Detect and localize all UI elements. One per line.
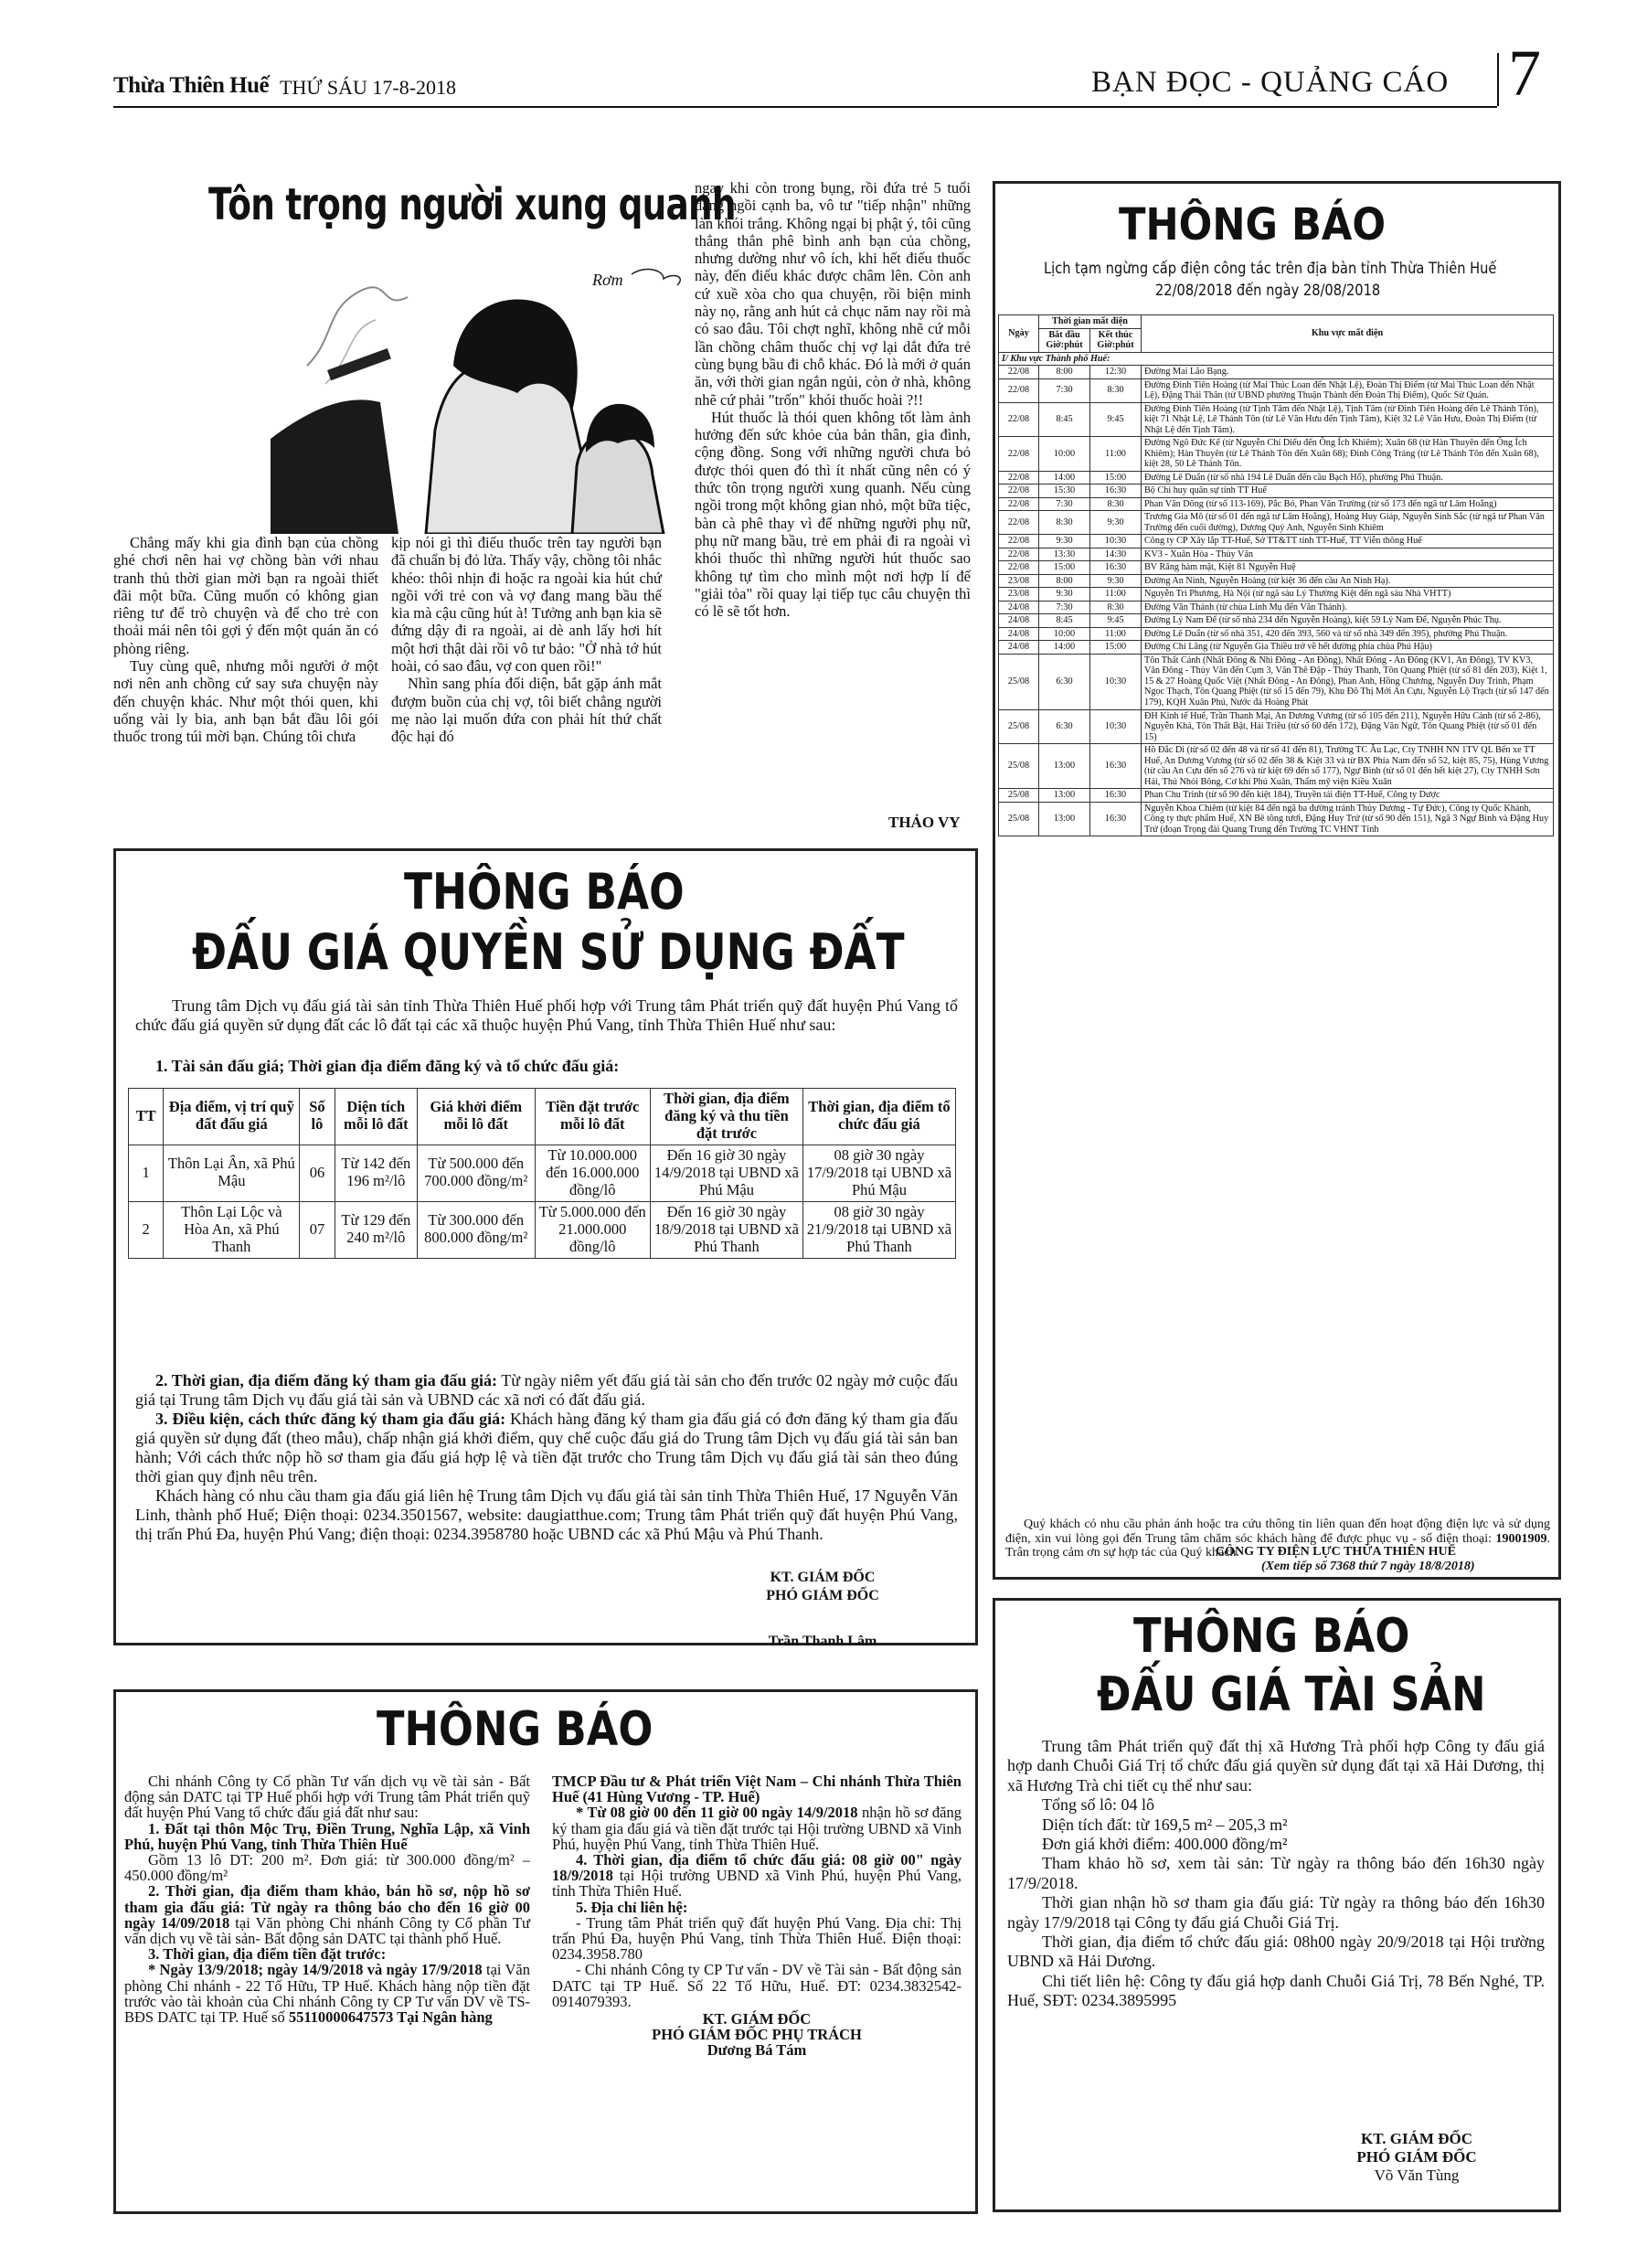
datc-item-3: 3. Thời gian, địa điểm tiền đặt trước: xyxy=(148,1945,387,1964)
table-cell: 25/08 xyxy=(999,709,1039,744)
table-cell: 22/08 xyxy=(999,497,1039,511)
table-cell: 6:30 xyxy=(1039,654,1090,709)
power-notice-subtitle: Lịch tạm ngừng cấp điện công tác trên địa bàn tỉnh Thừa Thiên Huế xyxy=(1044,260,1497,278)
table-cell: 7:30 xyxy=(1039,378,1090,402)
article-column-2 xyxy=(391,534,662,746)
table-row xyxy=(999,378,1554,402)
table-cell: 22/08 xyxy=(999,511,1039,535)
signature-line: KT. GIÁM ĐỐC xyxy=(702,2010,812,2028)
table-cell: 10:30 xyxy=(1090,709,1142,744)
asset-intro: Trung tâm Phát triển quỹ đất thị xã Hương Trà phối hợp Công ty đấu giá hợp danh Chuỗi Giá Trị tổ chức đấu giá quyền sử dụng đất tại xã Hải Dương, thị xã Hương Trà chi tiết cụ thể như sau: xyxy=(1007,1737,1545,1794)
outage-area-cell: Đường Lý Nam Đế (từ số nhà 234 đến Nguyễn Hoàng), kiệt 59 Lý Nam Đế, Nguyễn Phúc Thụ. xyxy=(1142,614,1554,628)
table-cell: 25/08 xyxy=(999,789,1039,803)
table-cell: 16:30 xyxy=(1090,484,1142,498)
table-cell: 9:30 xyxy=(1090,574,1142,588)
table-cell: 23/08 xyxy=(999,574,1039,588)
table-cell: 10:00 xyxy=(1039,437,1090,472)
asset-line: Tổng số lô: 04 lô xyxy=(1042,1795,1155,1815)
table-cell: 13:00 xyxy=(1039,802,1090,836)
table-cell: 06 xyxy=(300,1145,335,1201)
table-cell: 22/08 xyxy=(999,561,1039,575)
article-author: THẢO VY xyxy=(888,814,961,831)
table-row xyxy=(129,1145,956,1201)
table-cell: 24/08 xyxy=(999,614,1039,628)
table-cell: 10:30 xyxy=(1090,654,1142,709)
table-cell: 15:00 xyxy=(1039,561,1090,575)
table-cell: 9:30 xyxy=(1090,511,1142,535)
datc-item-1: 1. Đất tại thôn Mộc Trụ, Điền Trung, Nghĩa Lập, xã Vinh Phú, huyện Phú Vang, tỉnh Thừa Thiên Huế xyxy=(124,1819,530,1853)
table-cell: 10:30 xyxy=(1090,535,1142,548)
table-cell: 22/08 xyxy=(999,471,1039,484)
table-cell: Thôn Lại Ân, xã Phú Mậu xyxy=(164,1145,300,1201)
outage-area-cell: KV3 - Xuân Hòa - Thủy Vân xyxy=(1142,548,1554,561)
column-header: Ngày xyxy=(999,315,1039,353)
outage-area-cell: Bộ Chỉ huy quân sự tỉnh TT Huế xyxy=(1142,484,1554,498)
signature-line: PHÓ GIÁM ĐỐC xyxy=(766,1588,879,1603)
outage-area-cell: BV Răng hàm mặt, Kiệt 81 Nguyễn Huệ xyxy=(1142,561,1554,575)
masthead-brand: Thừa Thiên Huế xyxy=(113,73,270,98)
table-cell: 9:45 xyxy=(1090,614,1142,628)
signature-line: KT. GIÁM ĐỐC xyxy=(770,1570,876,1585)
table-row xyxy=(999,366,1554,379)
datc-column-2 xyxy=(552,1773,962,2059)
datc-item-4: 4. Thời gian, địa điểm tổ chức đấu giá: 08 giờ 00" ngày 18/9/2018 tại Hội trường UBND xã Vinh Phú, huyện Phú Vang, tỉnh Thừa Thiên Huế. xyxy=(552,1851,962,1901)
power-followup: (Xem tiếp số 7368 thứ 7 ngày 18/8/2018) xyxy=(1261,1560,1475,1573)
table-section-row xyxy=(999,352,1554,366)
table-cell: Từ 142 đến 196 m²/lô xyxy=(335,1145,417,1201)
table-cell: Từ 500.000 đến 700.000 đồng/m² xyxy=(417,1145,535,1201)
outage-area-cell: Đường Mai Lão Bạng. xyxy=(1142,366,1554,379)
table-cell: 22/08 xyxy=(999,378,1039,402)
table-cell: Đến 16 giờ 30 ngày 18/9/2018 tại UBND xã Phú Thanh xyxy=(650,1201,802,1258)
table-cell: 8:45 xyxy=(1039,402,1090,437)
table-cell: Từ 5.000.000 đến 21.000.000 đồng/lô xyxy=(535,1201,650,1258)
table-row xyxy=(999,437,1554,472)
land-section-1: 1. Tài sản đấu giá; Thời gian địa điểm đăng ký và tổ chức đấu giá: xyxy=(155,1057,620,1075)
table-cell: 6:30 xyxy=(1039,709,1090,744)
datc-notice-title: THÔNG BÁO xyxy=(377,1702,653,1757)
table-cell: 14:00 xyxy=(1039,471,1090,484)
table-row xyxy=(999,709,1554,744)
table-row xyxy=(999,471,1554,484)
land-notice-subtitle: ĐẤU GIÁ QUYỀN SỬ DỤNG ĐẤT xyxy=(192,923,905,981)
asset-paragraph: Thời gian, địa điểm tổ chức đấu giá: 08h00 ngày 20/9/2018 tại Hội trường UBND xã Hải Dương. xyxy=(1007,1933,1545,1971)
land-terms xyxy=(135,1371,958,1544)
outage-area-cell: ĐH Kinh tế Huế, Trần Thanh Mại, An Dương Vương (từ số 105 đến 211), Nguyễn Hữu Cảnh (từ số 2-86), Nguyễn Khả, Tôn Thất Bật, Hải Triều (từ số 60 đến 172), Đặng Văn Ngữ, Tôn Quang Phiệt (từ số 01 đến 15) xyxy=(1142,709,1554,744)
table-cell: 15:00 xyxy=(1090,641,1142,655)
table-cell: 8:30 xyxy=(1039,511,1090,535)
column-header: Thời gian, địa điểm đăng ký và thu tiền đặt trước xyxy=(650,1089,802,1145)
auction-table xyxy=(128,1088,956,1259)
page-number: 7 xyxy=(1508,37,1541,110)
outage-area-cell: Nguyễn Tri Phương, Hà Nội (từ ngã sáu Lý Thường Kiệt đến ngã sáu Nhà VHTT) xyxy=(1142,588,1554,602)
column-header: Thời gian mất điện xyxy=(1039,315,1142,329)
outage-area-cell: Phan Chu Trinh (từ số 90 đến kiệt 184), Truyền tải điện TT-Huế, Công ty Dược xyxy=(1142,789,1554,803)
table-row xyxy=(999,601,1554,614)
column-header: Tiền đặt trước mỗi lô đất xyxy=(535,1089,650,1145)
table-cell: 16:30 xyxy=(1090,561,1142,575)
section-name: BẠN ĐỌC - QUẢNG CÁO xyxy=(1091,66,1450,99)
article-illustration xyxy=(271,256,696,534)
table-cell: 8:00 xyxy=(1039,574,1090,588)
table-cell: 9:30 xyxy=(1039,588,1090,602)
table-cell: 16:30 xyxy=(1090,789,1142,803)
asset-line: Diện tích đất: từ 169,5 m² – 205,3 m² xyxy=(1042,1815,1288,1834)
table-row xyxy=(999,535,1554,548)
table-cell: 8:45 xyxy=(1039,614,1090,628)
column-header: Giá khởi điểm mỗi lô đất xyxy=(417,1089,535,1145)
asset-notice-subtitle: ĐẤU GIÁ TÀI SẢN xyxy=(1097,1667,1486,1722)
table-cell: 22/08 xyxy=(999,484,1039,498)
table-header-row xyxy=(129,1089,956,1145)
power-note: Quý khách có nhu cầu phản ánh hoặc tra cứu thông tin liên quan đến hoạt động điện lực và sử dụng điện, xin vui lòng gọi đến Trung tâm chăm sóc khách hàng để được phục vụ - số điện thoại: 19001909. Trân trọng cảm ơn sự hợp tác của Quý khách. xyxy=(1005,1517,1550,1560)
table-row xyxy=(999,802,1554,836)
section-label: I/ Khu vực Thành phố Huế: xyxy=(999,352,1554,366)
outage-area-cell: Đường Đinh Tiên Hoàng (từ Tịnh Tâm đến Nhật Lệ), Tịnh Tâm (từ Đinh Tiên Hoàng đến Lê Thánh Tôn), kiệt 71 Nhật Lệ, Lê Thánh Tôn (từ Lê Văn Hưu đến Tịnh Tâm), Kiệt 32 Lê Văn Hưu, Đoàn Thị Điểm (từ Nhật Lệ đến Tịnh Tâm). xyxy=(1142,402,1554,437)
datc-column-1 xyxy=(124,1773,530,2025)
outage-area-cell: Trương Gia Mô (từ số 01 đến ngã tư Lâm Hoằng), Hoàng Huy Giáp, Nguyễn Sinh Sắc (từ ngã tư Phan Văn Trường đến cuối đường), Dương Quý Anh, Nguyễn Sinh Khiêm xyxy=(1142,511,1554,535)
table-cell: 13:30 xyxy=(1039,548,1090,561)
outage-area-cell: Đường Lê Duẩn (từ số nhà 194 Lê Duẩn đến cầu Bạch Hổ), phường Phú Thuận. xyxy=(1142,471,1554,484)
signature-line: PHÓ GIÁM ĐỐC PHỤ TRÁCH xyxy=(652,2026,862,2044)
table-cell: 25/08 xyxy=(999,802,1039,836)
table-cell: 24/08 xyxy=(999,627,1039,641)
illustration-signature: Rơm xyxy=(592,271,623,289)
table-cell: 8:00 xyxy=(1039,366,1090,379)
asset-line: Đơn giá khởi điểm: 400.000 đồng/m² xyxy=(1042,1835,1288,1854)
asset-paragraph: Thời gian nhận hồ sơ tham gia đấu giá: Từ ngày ra thông báo đến 16h30 ngày 17/9/2018 tại Công ty đấu giá Chuỗi Giá Trị. xyxy=(1007,1893,1545,1932)
land-signature xyxy=(713,1569,932,1651)
table-row xyxy=(999,511,1554,535)
table-cell: 25/08 xyxy=(999,744,1039,789)
table-cell: 8:30 xyxy=(1090,601,1142,614)
column-header: TT xyxy=(129,1089,164,1145)
land-term-3: 3. Điều kiện, cách thức đăng ký tham gia đấu giá: Khách hàng đăng ký tham gia đấu giá có đơn đăng ký tham gia đấu giá quyền sử dụng đất (theo mẫu), chấp nhận giá khởi điểm, quy chế cuộc đấu giá do Trung tâm Dịch vụ đấu giá tài sản ban hành; Với cách thức nộp hồ sơ tham gia đấu giá hợp lệ và tiền đặt trước cho Trung tâm Dịch vụ đấu giá tài sản theo đúng thời gian quy định nêu trên. xyxy=(135,1410,958,1485)
table-cell: 7:30 xyxy=(1039,601,1090,614)
table-cell: 11:00 xyxy=(1090,627,1142,641)
header-rule xyxy=(113,106,1497,108)
outage-area-cell: Đường Lê Duẩn (từ số nhà 351, 420 đến 393, 560 và từ số nhà 349 đến 395), phường Phú Thuận. xyxy=(1142,627,1554,641)
signature-line: PHÓ GIÁM ĐỐC xyxy=(1356,2148,1477,2166)
table-cell: 14:00 xyxy=(1039,641,1090,655)
table-cell: 22/08 xyxy=(999,437,1039,472)
land-notice-title: THÔNG BÁO xyxy=(404,863,685,921)
asset-signature xyxy=(1316,2130,1517,2185)
datc-contact-a: - Trung tâm Phát triển quỹ đất huyện Phú Vang. Địa chỉ: Thị trấn Phú Đa, huyện Phú Vang, tỉnh Thừa Thiên Huế. Điện thoại: 0234.3958.780 xyxy=(552,1913,962,1964)
table-cell: 8:30 xyxy=(1090,378,1142,402)
outage-area-cell: Đường An Ninh, Nguyễn Hoàng (từ kiệt 36 đến cầu An Ninh Hạ). xyxy=(1142,574,1554,588)
column-header: Địa điểm, vị trí quỹ đất đấu giá xyxy=(164,1089,300,1145)
table-cell: 16:30 xyxy=(1090,802,1142,836)
table-cell: 9:30 xyxy=(1039,535,1090,548)
table-row xyxy=(999,497,1554,511)
outage-area-cell: Đường Đinh Tiên Hoàng (từ Mai Thúc Loan đến Nhật Lệ), Đoàn Thị Điểm (từ Mai Thúc Loan đến Nhật Lệ), Đặng Thái Thân (từ UBND phường Thuận Thành đến Đoàn Thị Điểm), Quốc Sử Quán. xyxy=(1142,378,1554,402)
asset-body xyxy=(1007,1737,1545,2011)
table-cell: 08 giờ 30 ngày 17/9/2018 tại UBND xã Phú Mậu xyxy=(802,1145,955,1201)
issue-date: THỨ SÁU 17-8-2018 xyxy=(280,76,457,99)
table-cell: 24/08 xyxy=(999,641,1039,655)
column-header: Diện tích mỗi lô đất xyxy=(335,1089,417,1145)
table-row xyxy=(999,588,1554,602)
power-notice-title: THÔNG BÁO xyxy=(1119,199,1387,250)
article-paragraph: ngay khi còn trong bụng, rồi đứa trẻ 5 tuổi đang ngồi cạnh ba, vô tư "tiếp nhận" những làn khói trắng. Không ngại bị phật ý, tôi cũng thẳng thắn phê bình anh bạn của chồng, nhưng dường như vô ích, khi hết điếu thuốc này, đến điếu khác được châm lên. Còn anh cứ xuề xòa cho qua chuyện, rồi biện minh này nọ, rằng anh hút cả chục năm nay rồi mà có sao đâu. Tôi chợt nghĩ, không nhẽ cứ mỗi lần chồng châm thuốc chị vợ lại dắt đứa trẻ cùng bụng bầu đi chỗ khác. Đó là mới ở quán ăn, với thời gian ngắn ngủi, còn ở nhà, không nhẽ cứ phải "trốn" khói thuốc hoài ?!! xyxy=(695,179,971,409)
asset-paragraph: Chi tiết liên hệ: Công ty đấu giá hợp danh Chuỗi Giá Trị, 78 Bến Nghé, TP. Huế, SĐT: 0234.3895995 xyxy=(1007,1971,1545,2010)
table-cell: 25/08 xyxy=(999,654,1039,709)
power-company: CÔNG TY ĐIỆN LỰC THỪA THIÊN HUẾ xyxy=(1216,1545,1456,1559)
article-paragraph: Hút thuốc là thói quen không tốt làm ảnh hưởng đến sức khỏe của bản thân, gia đình, cộng đồng. Song với những người chưa bỏ được thói quen đó thì ít nhất cũng nên có ý thức tôn trọng người xung quanh. Nếu cùng ngồi trong một không gian nhỏ, một bữa tiệc, bàn cà phê thay vì để những người phụ nữ, phụ nữ mang bầu, trẻ em phải đi ra ngoài vì khói thuốc thì những người hút thuốc sao không tự tìm cho mình một nơi hợp lí để "giải tỏa" rồi quay lại tiếp tục câu chuyện thì có lẽ sẽ tốt hơn. xyxy=(695,408,971,621)
datc-signature xyxy=(552,2011,962,2059)
outage-area-cell: Tôn Thất Cảnh (Nhất Đông & Nhì Đông - An Đông), Nhất Đông - An Đông (KV1, An Đông), TV KV3, Văn Đông - Thủy Vân đến Cụm 3, Văn Thê Đập - Thủy Thanh, Tôn Quang Phiệt (từ số 81 đến 203), Kiệt 1, 15 & 27 Hoàng Quốc Việt (Nhất Đông - An Đông), Phan Anh, Hồng Chương, Nguyễn Duy Trinh, Phạm Ngọc Thạch, Tôn Quang Phiệt (từ số 15 đến 79), Khu Đô Thị Mới An Cựu, Nguyễn Lộ Trạch (từ số 147 đến 179), KQH Xuân Phú, Nước đá Hoàng Phát xyxy=(1142,654,1554,709)
datc-item-5: 5. Địa chỉ liên hệ: xyxy=(576,1898,688,1916)
outage-area-cell: Nguyễn Khoa Chiêm (từ kiệt 84 đến ngã ba đường tránh Thủy Dương - Tự Đức), Công ty Quốc Khánh, Công ty thực phẩm Huế, XN Bê tông tươi, Đặng Huy Trứ (từ số 90 đến 151), Ngã 3 Ngự Bình và Đặng Huy Trứ (đoạn Trọng đài Quang Trung đến Trường TC VHNT Tỉnh xyxy=(1142,802,1554,836)
outage-area-cell: Công ty CP Xây lắp TT-Huế, Sở TT&TT tỉnh TT-Huế, TT Viễn thông Huế xyxy=(1142,535,1554,548)
table-row xyxy=(999,614,1554,628)
table-row xyxy=(999,789,1554,803)
asset-paragraph: Tham khảo hồ sơ, xem tài sản: Từ ngày ra thông báo đến 16h30 ngày 17/9/2018. xyxy=(1007,1854,1545,1892)
asset-notice-title: THÔNG BÁO xyxy=(1133,1609,1410,1664)
table-cell: 2 xyxy=(129,1201,164,1258)
outage-area-cell: Đường Văn Thánh (từ chùa Linh Mụ đến Văn Thánh). xyxy=(1142,601,1554,614)
article-column-3 xyxy=(695,179,971,620)
table-cell: Từ 300.000 đến 800.000 đồng/m² xyxy=(417,1201,535,1258)
table-cell: 7:30 xyxy=(1039,497,1090,511)
column-header: Bắt đầu Giờ:phút xyxy=(1039,328,1090,352)
table-cell: 08 giờ 30 ngày 21/9/2018 tại UBND xã Phú Thanh xyxy=(802,1201,955,1258)
table-row xyxy=(999,654,1554,709)
table-cell: 10:00 xyxy=(1039,627,1090,641)
table-cell: 22/08 xyxy=(999,535,1039,548)
table-cell: 13:00 xyxy=(1039,789,1090,803)
table-cell: 24/08 xyxy=(999,601,1039,614)
table-cell: 23/08 xyxy=(999,588,1039,602)
header-divider xyxy=(1497,53,1499,106)
outage-area-cell: Phan Văn Dõng (từ số 113-169), Pắc Bó, Phan Văn Trường (từ số 173 đến ngã tư Lâm Hoằng) xyxy=(1142,497,1554,511)
table-cell: 07 xyxy=(300,1201,335,1258)
table-row xyxy=(999,574,1554,588)
table-cell: 1 xyxy=(129,1145,164,1201)
table-cell: 11:00 xyxy=(1090,588,1142,602)
column-header: Số lô xyxy=(300,1089,335,1145)
outage-area-cell: Hồ Đắc Di (từ số 02 đến 48 và từ số 41 đến 81), Trường TC Âu Lạc, Cty TNHH NN 1TV QL Bến xe TT Huế, An Dương Vương (từ số 02 đến 38 & Kiệt 33 và từ BX Phía Nam đến số 52, kiệt 85, 75), Hùng Vương (từ cầu An Cựu đến số 276 và từ kiệt 69 đến số 177), Ngự Bình (từ số 01 đến hết kiệt 27), Cty TNHH Sơn Hải, Thủ Nhỏi Bông, Cơ khí Phú Xuân, Thẩm mỹ viện Kiều Xuân xyxy=(1142,744,1554,789)
signature-line: KT. GIÁM ĐỐC xyxy=(1361,2130,1472,2147)
table-row xyxy=(999,627,1554,641)
table-cell: 22/08 xyxy=(999,548,1039,561)
outage-schedule-table xyxy=(998,314,1554,836)
article-paragraph: Tuy cùng quê, nhưng mỗi người ở một nơi nên anh chồng cứ say sưa chuyện này đến chuyện khác. Như một thói quen, khi uống vài ly bia, anh bạn bắt đầu lôi gói thuốc trong túi mời bạn. Chúng tôi chưa xyxy=(113,657,378,746)
table-row xyxy=(999,641,1554,655)
land-contact: Khách hàng có nhu cầu tham gia đấu giá liên hệ Trung tâm Dịch vụ đấu giá tài sản tỉnh Thừa Thiên Huế, 17 Nguyễn Văn Linh, thành phố Huế; Điện thoại: 0234.3501567, website: daugiatthue.com; Trung tâm Phát triển quỹ đất huyện Phú Vang, thị trấn Phú Đa, huyện Phú Vang; điện thoại: 0234.3958780 hoặc UBND các xã Phú Mậu và Phú Thanh. xyxy=(135,1486,958,1543)
table-cell: 12:30 xyxy=(1090,366,1142,379)
table-cell: 8:30 xyxy=(1090,497,1142,511)
table-row xyxy=(999,548,1554,561)
datc-contact-b: - Chi nhánh Công ty CP Tư vấn - DV về Tài sản - Bất động sản DATC tại TP Huế. Số 22 Tố Hữu, Huế. ĐT: 0234.3832542- 0914079393. xyxy=(552,1961,962,2010)
table-cell: Đến 16 giờ 30 ngày 14/9/2018 tại UBND xã Phú Mậu xyxy=(650,1145,802,1201)
column-header: Thời gian, địa điểm tổ chức đấu giá xyxy=(802,1089,955,1145)
datc-item-3-detail: * Ngày 13/9/2018; ngày 14/9/2018 và ngày 17/9/2018 tại Văn phòng Chi nhánh - 22 Tố Hữu, TP Huế. Khách hàng nộp tiền đặt trước vào tài khoản của Chi nhánh Công ty CP Tư vấn DV về TS-BĐS DATC tại TP. Huế số 55110000647573 Tại Ngân hàng xyxy=(124,1961,530,2027)
datc-deposit-time: * Từ 08 giờ 00 đến 11 giờ 00 ngày 14/9/2018 nhận hồ sơ đăng ký tham gia đấu giá và tiền đặt trước tại Hội trường UBND xã Vinh Phú, huyện Phú Vang, tỉnh Thừa Thiên Huế. xyxy=(552,1804,962,1853)
table-cell: 15:00 xyxy=(1090,471,1142,484)
table-cell: 22/08 xyxy=(999,366,1039,379)
column-header: Kết thúc Giờ:phút xyxy=(1090,328,1142,352)
table-cell: 11:00 xyxy=(1090,437,1142,472)
table-cell: 15:30 xyxy=(1039,484,1090,498)
signature-name: Trần Thanh Lâm xyxy=(768,1634,877,1649)
datc-bank: TMCP Đầu tư & Phát triển Việt Nam – Chi nhánh Thừa Thiên Huế (41 Hùng Vương - TP. Huế) xyxy=(552,1773,962,1806)
table-row xyxy=(129,1201,956,1258)
land-term-2: 2. Thời gian, địa điểm đăng ký tham gia đấu giá: Từ ngày niêm yết đấu giá tài sản cho đến trước 02 ngày mở cuộc đấu giá tại Trung tâm Dịch vụ đấu giá tài sản và UBND các xã nơi có đất đấu giá. xyxy=(135,1371,958,1409)
table-row xyxy=(999,402,1554,437)
table-cell: 22/08 xyxy=(999,402,1039,437)
article-paragraph: kịp nói gì thì điếu thuốc trên tay người bạn đã chuẩn bị đỏ lửa. Thấy vậy, chồng tôi nhắc khéo: thôi nhịn đi hoặc ra ngoài kia hút chứ ngồi với trẻ con và vợ đang mang bầu thế kia mà cậu cũng hút à! Tưởng anh bạn kia sẽ đứng dậy đi ra ngoài, ai dè anh lấy hơi hít một hơi thật dài rồi vô tư bảo: "Ở nhà tớ hút hoài, có sao đâu, vợ con quen rồi!" xyxy=(391,534,662,676)
signature-name: Dương Bá Tám xyxy=(707,2041,807,2060)
table-row xyxy=(999,744,1554,789)
power-notice-dates: 22/08/2018 đến ngày 28/08/2018 xyxy=(1155,282,1381,300)
datc-item-1-detail: Gồm 13 lô DT: 200 m². Đơn giá: từ 300.000 đồng/m² – 450.000 đồng/m² xyxy=(124,1851,530,1885)
table-cell: 13:00 xyxy=(1039,744,1090,789)
article-paragraph: Nhìn sang phía đối diện, bắt gặp ánh mắt đượm buồn của chị vợ, tôi biết chẳng người mẹ nào lại muốn đứa con phải hít thứ chất độc hại đó xyxy=(391,675,662,746)
table-header-row xyxy=(999,315,1554,329)
column-header: Khu vực mất điện xyxy=(1142,315,1554,353)
table-cell: Thôn Lại Lộc và Hòa An, xã Phú Thanh xyxy=(164,1201,300,1258)
table-cell: Từ 10.000.000 đến 16.000.000 đồng/lô xyxy=(535,1145,650,1201)
outage-area-cell: Đường Ngô Đức Kế (từ Nguyễn Chí Diểu đến Ông Ích Khiêm); Xuân 68 (từ Hàn Thuyên đến Ông Ích Khiêm); Hàn Thuyên (từ Lê Thánh Tôn đến Xuân 68); Đinh Công Tráng (từ Lê Thánh Tôn đến Xuân 68), kiệt 28, 50 Lê Thánh Tôn. xyxy=(1142,437,1554,472)
outage-area-cell: Đường Chi Lăng (từ Nguyễn Gia Thiều trở về hết đường phía chùa Phú Hậu) xyxy=(1142,641,1554,655)
datc-item-2: 2. Thời gian, địa điểm tham khảo, bán hồ sơ, nộp hồ sơ tham gia đấu giá: Từ ngày ra thông báo cho đến 16 giờ 00 ngày 14/09/2018 tại Văn phòng Chi nhánh Công ty Cổ phần Tư vấn dịch vụ về tài sản- Bất động sản DATC tại thành phố Huế. xyxy=(124,1882,530,1948)
table-row xyxy=(999,484,1554,498)
table-row xyxy=(999,561,1554,575)
land-intro: Trung tâm Dịch vụ đấu giá tài sản tỉnh Thừa Thiên Huế phối hợp với Trung tâm Phát triển quỹ đất huyện Phú Vang tổ chức đấu giá quyền sử dụng đất các lô đất tại các xã thuộc huyện Phú Vang, tỉnh Thừa Thiên Huế như sau: xyxy=(135,996,958,1034)
table-cell: Từ 129 đến 240 m²/lô xyxy=(335,1201,417,1258)
table-cell: 9:45 xyxy=(1090,402,1142,437)
signature-name: Võ Văn Tùng xyxy=(1374,2167,1460,2184)
datc-intro: Chi nhánh Công ty Cổ phần Tư vấn dịch vụ về tài sản - Bất động sản DATC tại TP Huế phối hợp với Trung tâm Phát triển quỹ đất huyện Phú Vang tổ chức đấu giá đất như sau: xyxy=(124,1773,530,1822)
table-cell: 16:30 xyxy=(1090,744,1142,789)
article-title: Tôn trọng người xung quanh xyxy=(208,179,736,230)
table-cell: 14:30 xyxy=(1090,548,1142,561)
article-column-1 xyxy=(113,534,378,746)
article-paragraph: Chẳng mấy khi gia đình bạn của chồng ghé chơi nên hai vợ chồng bàn với nhau tranh thủ thời gian mời bạn ra ngoài thiết đãi một bữa. Cũng muốn có không gian riêng tư để trò chuyện và để cho trẻ con thoải mái nên tôi gợi ý đến một quán ăn có phòng riêng. xyxy=(113,534,378,657)
